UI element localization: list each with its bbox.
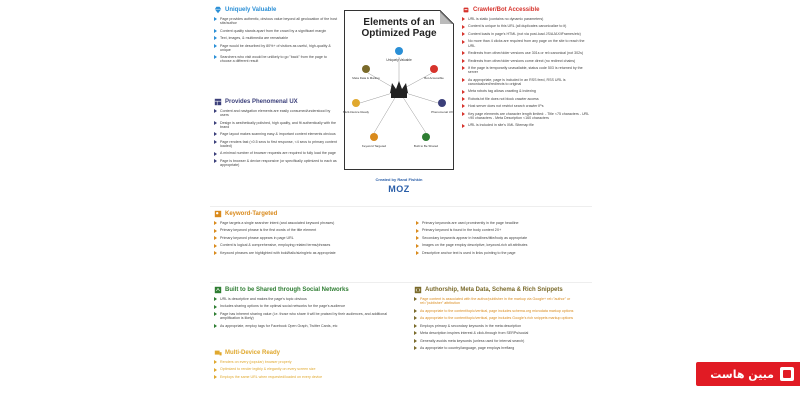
list-item — [462, 24, 592, 28]
arrow-icon — [416, 251, 419, 255]
item-text: As appropriate to the content/topic/vertical, page includes schema.org microdata markup options — [420, 308, 574, 313]
arrow-icon — [462, 78, 465, 82]
list-item — [214, 367, 404, 371]
diagram-label-top: Uniquely Valuable — [386, 58, 412, 62]
list-item — [416, 236, 592, 240]
arrow-icon — [214, 244, 217, 248]
list-item — [214, 312, 404, 320]
section-heading — [214, 286, 404, 294]
section-title: Authorship, Meta Data, Schema & Rich Snippets — [425, 287, 563, 293]
shared-node-icon — [422, 133, 430, 141]
list-item — [214, 159, 339, 167]
arrow-icon — [214, 375, 217, 379]
arrow-icon — [416, 244, 419, 248]
section-multi-device-ready — [214, 349, 404, 382]
arrow-icon — [214, 236, 217, 240]
ux-node-icon — [438, 99, 446, 107]
item-text: A minimal number of browser requests are required to fully load the page — [220, 151, 336, 156]
list-item — [214, 324, 404, 328]
list-item — [416, 243, 592, 247]
list-item — [214, 221, 404, 225]
diagram-label-top-right: Bot Accessible — [424, 76, 444, 80]
mobinhost-logo-icon — [780, 367, 794, 381]
item-text: Primary keyword phrase appears in page URL — [220, 235, 294, 240]
arrow-icon — [414, 316, 417, 320]
document-illustration — [344, 10, 454, 170]
item-text: Optimized to render legibly & elegantly on every screen size — [220, 367, 316, 372]
arrow-icon — [414, 331, 417, 335]
arrow-icon — [214, 360, 217, 364]
arrow-icon — [214, 140, 217, 144]
key-icon — [214, 210, 222, 218]
item-list — [214, 109, 339, 167]
list-item — [214, 228, 404, 232]
arrow-icon — [214, 109, 217, 113]
list-item — [416, 251, 592, 255]
item-text: Key page elements are character length limited: - Title <75 characters - URL <90 characters - Meta Description <160 characters — [468, 111, 590, 120]
item-text: As appropriate to country/language, page employs hreflang — [420, 346, 515, 351]
section-title: Crawler/Bot Accessible — [473, 7, 540, 13]
list-item — [462, 123, 592, 127]
list-item — [214, 17, 339, 25]
mobinhost-badge[interactable] — [696, 362, 800, 386]
item-text: Generally avoids meta keywords (unless used for internal search) — [420, 338, 525, 343]
arrow-icon — [462, 40, 465, 44]
item-text: Descriptive anchor text is used in links pointing to the page — [422, 250, 516, 255]
item-list-right — [416, 221, 592, 258]
list-item — [416, 228, 592, 232]
arrow-icon — [214, 297, 217, 301]
arrow-icon — [416, 236, 419, 240]
item-text: Page targets a single searcher intent (and associated keyword phrases) — [220, 221, 335, 225]
arrow-icon — [414, 309, 417, 313]
badge-text: مبین هاست — [710, 367, 774, 381]
devices-icon — [214, 349, 222, 357]
arrow-icon — [214, 368, 217, 372]
item-text: Meta robots tag allows crawling & indexing — [468, 89, 536, 94]
list-item — [214, 236, 404, 240]
list-item — [462, 66, 592, 74]
section-heading — [214, 6, 339, 14]
list-item — [414, 339, 592, 343]
crown-icon — [390, 81, 408, 98]
item-text: Host server does not restrict search crawler IPs — [468, 104, 544, 109]
list-item — [462, 104, 592, 108]
arrow-icon — [214, 152, 217, 156]
list-item — [214, 251, 404, 255]
code-icon — [414, 286, 422, 294]
item-text: Content quality stands apart from the crowd by a significant margin — [220, 28, 327, 33]
diagram-label-bottom-left: Keyword Targeted — [361, 144, 387, 148]
item-text: URL is static (contains no dynamic parameters) — [468, 17, 544, 21]
item-list — [214, 297, 404, 328]
infographic-page — [196, 0, 604, 400]
section-keyword-targeted — [214, 210, 592, 258]
list-item — [214, 55, 339, 63]
section-phenomenal-ux — [214, 98, 339, 170]
section-heading — [214, 210, 592, 218]
diagram-label-right: Phenomenal UX — [431, 110, 453, 114]
item-text: Renders on every (popular) browser properly — [220, 360, 292, 364]
arrow-icon — [462, 51, 465, 55]
list-item — [462, 59, 592, 63]
item-text: Content and navigation elements are easily consumed/understood by users — [220, 109, 331, 118]
item-text: No more than 4 clicks are required from any page on the site to reach the URL — [468, 39, 585, 48]
arrow-icon — [462, 124, 465, 128]
item-text: Employs the same URL when requested/loaded on every device — [220, 374, 323, 379]
list-item — [214, 44, 339, 52]
arrow-icon — [416, 229, 419, 233]
arrow-icon — [414, 346, 417, 350]
divider — [210, 206, 592, 207]
list-item — [214, 304, 404, 308]
list-item — [462, 78, 592, 86]
keyword-columns — [214, 218, 592, 258]
diagram-label-top-left: Meta Data & Markup — [352, 76, 380, 80]
list-item — [462, 32, 592, 36]
item-text: As appropriate, page is included in an RSS feed, RSS URL is canonicalized/redirects to original — [468, 77, 566, 86]
list-item — [416, 221, 592, 225]
arrow-icon — [214, 121, 217, 125]
hub-diagram — [342, 41, 453, 166]
doc-title — [345, 17, 453, 39]
arrow-icon — [414, 324, 417, 328]
share-icon — [214, 286, 222, 294]
list-item — [214, 375, 404, 379]
arrow-icon — [214, 305, 217, 309]
item-list — [414, 297, 592, 350]
item-text: Content is logical & comprehensive, employing related terms/phrases — [220, 243, 331, 248]
arrow-icon — [462, 97, 465, 101]
arrow-icon — [214, 221, 217, 225]
keyword-node-icon — [370, 133, 378, 141]
list-item — [462, 51, 592, 55]
item-text: Secondary keywords appear in headlines/title/body as appropriate — [422, 235, 528, 240]
item-text: Searchers who visit would be unlikely to go "back" from the page to choose a different result — [220, 55, 327, 64]
section-heading — [462, 6, 592, 14]
item-text: Redirects from other/older versions use 301s or rel=canonical (not 302s) — [468, 51, 584, 56]
list-item — [214, 109, 339, 117]
item-list-left — [214, 221, 404, 258]
arrow-icon — [214, 324, 217, 328]
list-item — [462, 39, 592, 47]
section-title: Provides Phenomenal UX — [225, 99, 298, 105]
item-text: As appropriate to the content/topic/vertical, page includes Google's rich snippets markup options — [420, 316, 574, 321]
item-text: Redirects from other/older versions come direct (no redirect chains) — [468, 58, 576, 63]
item-text: Robots.txt file does not block crawler access — [468, 96, 539, 101]
arrow-icon — [462, 90, 465, 94]
arrow-icon — [214, 132, 217, 136]
item-text: URL is descriptive and makes the page's topic obvious — [220, 297, 307, 301]
page-fold-icon — [440, 10, 454, 24]
robot-icon — [462, 6, 470, 14]
list-item — [214, 36, 339, 40]
list-item — [214, 29, 339, 33]
section-meta-data-schema — [414, 286, 592, 354]
list-item — [462, 89, 592, 93]
arrow-icon — [214, 29, 217, 33]
list-item — [414, 324, 592, 328]
item-list — [214, 17, 339, 64]
section-heading — [214, 349, 404, 357]
section-title: Built to be Shared through Social Networks — [225, 287, 349, 293]
moz-logo: MOZ — [388, 184, 410, 194]
list-item — [214, 132, 339, 136]
arrow-icon — [462, 66, 465, 70]
section-heading — [414, 286, 592, 294]
item-text: Page renders fast (<0.5 secs to first response, <4 secs to primary content loaded) — [220, 139, 337, 148]
list-item — [214, 121, 339, 129]
arrow-icon — [416, 221, 419, 225]
item-text: If the page is temporarily unavailable, status code 503 is returned by the server — [468, 66, 583, 75]
arrow-icon — [414, 339, 417, 343]
item-list — [462, 17, 592, 128]
item-text: Primary keyword phrase is the first words of the title element — [220, 228, 317, 233]
section-title: Multi-Device Ready — [225, 350, 281, 356]
item-text: Text, images, & multimedia are remarkable — [220, 36, 289, 41]
arrow-icon — [462, 25, 465, 29]
arrow-icon — [462, 32, 465, 36]
item-text: Page layout makes scanning easy & important content elements obvious — [220, 132, 336, 137]
list-item — [214, 297, 404, 301]
item-text: Design is aesthetically polished, high quality, and fit authentically with the brand — [220, 120, 336, 129]
section-crawler-accessible — [462, 6, 592, 131]
arrow-icon — [214, 159, 217, 163]
list-item — [414, 316, 592, 320]
item-text: Primary keyword is found in the body content 2X+ — [422, 228, 502, 233]
arrow-icon — [214, 36, 217, 40]
item-text: Meta description inspires interest & click-through from SERPs/social — [420, 331, 529, 336]
arrow-icon — [214, 44, 217, 48]
list-item — [214, 360, 404, 364]
item-text: As appropriate, employ tags for Facebook Open Graph, Twitter Cards, etc — [220, 323, 338, 328]
item-text: Primary keywords are used prominently in the page headline — [422, 221, 519, 225]
arrow-icon — [462, 59, 465, 63]
list-item — [414, 331, 592, 335]
diagram-label-left: Multi-Device Ready — [342, 110, 370, 114]
arrow-icon — [214, 312, 217, 316]
section-title: Keyword-Targeted — [225, 211, 278, 217]
doc-title-line: Optimized Page — [361, 28, 437, 39]
item-text: Images on the page employ descriptive, keyword-rich alt attributes — [422, 243, 528, 248]
list-item — [462, 112, 592, 120]
item-text: Page provides authentic, obvious value beyond all geolocation of the host site/author — [220, 17, 338, 26]
item-list — [214, 360, 404, 379]
arrow-icon — [462, 104, 465, 108]
arrow-icon — [414, 297, 417, 301]
list-item — [214, 140, 339, 148]
arrow-icon — [462, 17, 465, 21]
bot-node-icon — [430, 65, 438, 73]
item-text: Keyword phrases are highlighted with bold/italic/sizing/etc as appropriate — [220, 250, 336, 255]
list-item — [462, 97, 592, 101]
item-text: Page would be described by 80%+ of visitors as useful, high-quality & unique — [220, 43, 331, 52]
item-text: Page content is associated with the author/publisher in the markup via Google+ rel="author" or rel="publisher" attribution — [420, 297, 571, 306]
diagram-label-bottom-right: Built to Be Shared — [413, 144, 439, 148]
arrow-icon — [214, 55, 217, 59]
diamond-icon — [214, 6, 222, 14]
list-item — [462, 17, 592, 21]
arrow-icon — [462, 112, 465, 116]
item-text: Includes sharing options to the optimal social networks for the page's audience — [220, 304, 346, 309]
arrow-icon — [214, 251, 217, 255]
section-uniquely-valuable — [214, 6, 339, 67]
list-item — [414, 297, 592, 305]
arrow-icon — [214, 17, 217, 21]
doc-title-line: Elements of an — [363, 17, 435, 28]
item-text: Page has inherent sharing value (i.e. those who share it will be praised by their audiences, and additional amplification is likely) — [220, 311, 388, 321]
divider — [210, 282, 592, 283]
item-text: URL is included in site's XML Sitemap file — [468, 123, 534, 128]
list-item — [214, 151, 339, 155]
item-text: Page is browser & device responsive (or specifically optimized to each as appropriate) — [220, 158, 337, 167]
meta-node-icon — [362, 65, 370, 73]
list-item — [414, 309, 592, 313]
list-item — [414, 346, 592, 350]
item-text: Content loads in page's HTML (not via post-load JS/AJAX/iFrames/etc) — [468, 31, 581, 36]
device-node-icon — [352, 99, 360, 107]
section-heading — [214, 98, 339, 106]
item-text: Employs primary & secondary keywords in the meta description — [420, 323, 522, 328]
section-built-to-be-shared — [214, 286, 404, 331]
list-item — [214, 243, 404, 247]
author-credit: Created by Rand Fishkin — [375, 177, 423, 182]
valuable-node-icon — [395, 47, 403, 55]
section-title: Uniquely Valuable — [225, 7, 277, 13]
arrow-icon — [214, 229, 217, 233]
grid-icon — [214, 98, 222, 106]
item-text: Content is unique to this URL (all duplicates canonicalize to it) — [468, 24, 567, 29]
